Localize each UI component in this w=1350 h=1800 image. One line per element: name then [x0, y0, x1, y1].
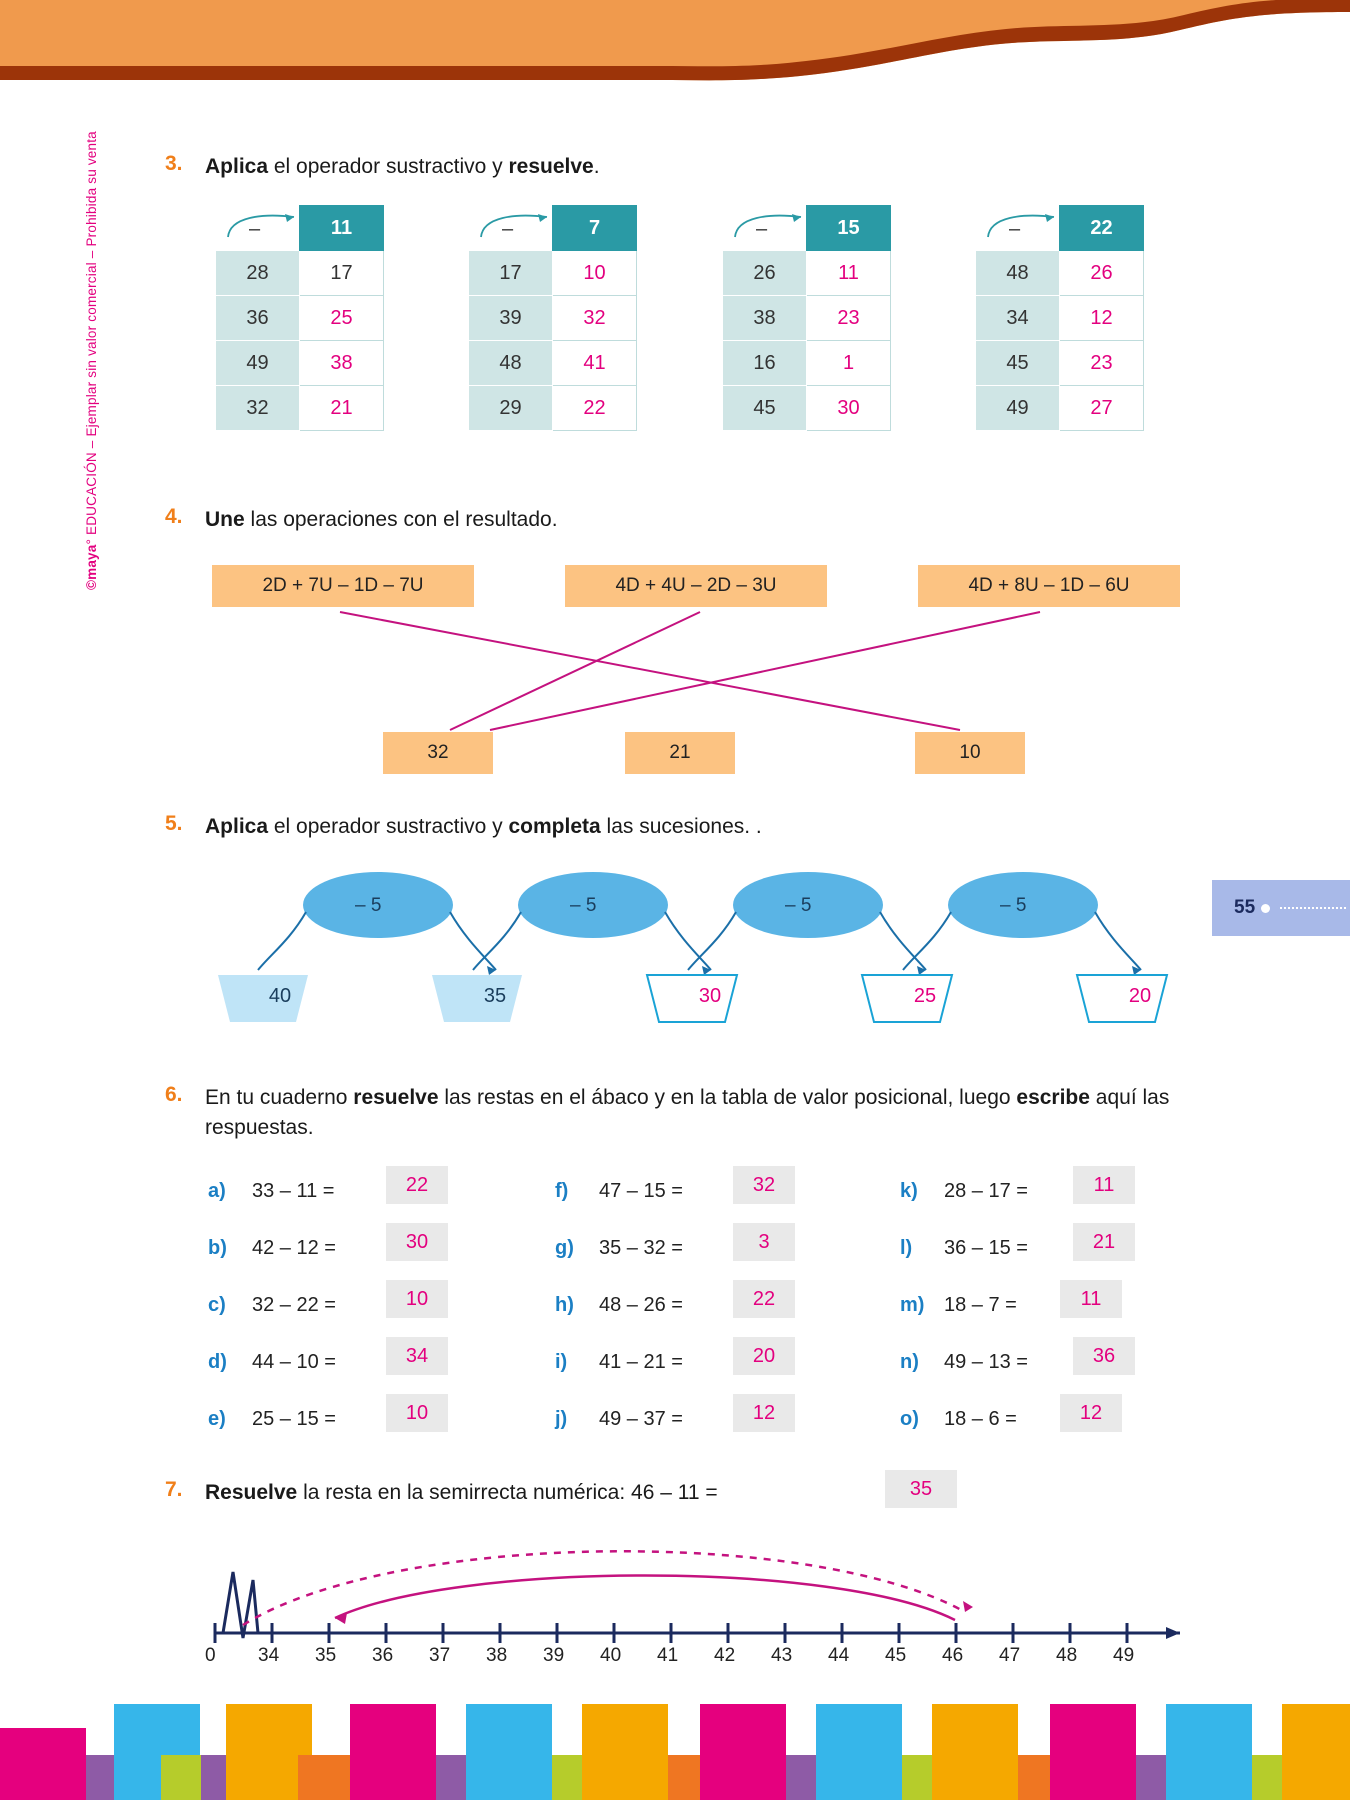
- table-cell: 29: [469, 386, 553, 431]
- item-letter-g: g): [555, 1237, 574, 1259]
- answer-box-m[interactable]: 11: [1060, 1280, 1122, 1318]
- operation-box-3[interactable]: 4D + 8U – 1D – 6U: [918, 565, 1180, 607]
- arrow-icon: [729, 205, 819, 245]
- item-expression-g: 35 – 32 =: [599, 1237, 683, 1259]
- page-top-decoration: [0, 0, 1350, 96]
- item-letter-m: m): [900, 1294, 925, 1316]
- result-box-2[interactable]: 21: [625, 732, 735, 774]
- table-cell: 45: [723, 386, 807, 431]
- item-letter-b: b): [208, 1237, 227, 1259]
- item-letter-o: o): [900, 1408, 919, 1430]
- table-cell: 34: [976, 296, 1060, 341]
- tick-label-36: 36: [372, 1645, 394, 1666]
- exercise-6-line1-pre: En tu cuaderno: [205, 1086, 354, 1109]
- page-number: 55: [1234, 897, 1256, 918]
- item-expression-l: 36 – 15 =: [944, 1237, 1028, 1259]
- answer-box-b[interactable]: 30: [386, 1223, 448, 1261]
- table-answer[interactable]: 25: [300, 296, 384, 341]
- table-cell: 39: [469, 296, 553, 341]
- operation-box-1[interactable]: 2D + 7U – 1D – 7U: [212, 565, 474, 607]
- exercise-4-instruction: [205, 505, 558, 535]
- result-box-1[interactable]: 32: [383, 732, 493, 774]
- answer-box-a[interactable]: 22: [386, 1166, 448, 1204]
- table-cell: 45: [976, 341, 1060, 386]
- operator-header-1: 11: [300, 206, 384, 251]
- number-line-diagram: [195, 1520, 1205, 1660]
- exercise-5-mid: el operador sustractivo y: [268, 815, 509, 838]
- operator-header-2: 7: [553, 206, 637, 251]
- page-bottom-decoration: [0, 1700, 1350, 1800]
- table-cell: 48: [469, 341, 553, 386]
- table-cell: 49: [976, 386, 1060, 431]
- sequence-term-2: 35: [483, 985, 507, 1007]
- tick-label-45: 45: [885, 1645, 907, 1666]
- item-letter-k: k): [900, 1180, 918, 1202]
- arrow-icon: [982, 205, 1072, 245]
- side-credit-rest: ° EDUCACIÓN – Ejemplar sin valor comercial – Prohibida su venta: [84, 131, 99, 545]
- table-cell: 38: [723, 296, 807, 341]
- table-cell: 17: [469, 251, 553, 296]
- item-expression-a: 33 – 11 =: [252, 1180, 335, 1202]
- exercise-7-bold: Resuelve: [205, 1481, 298, 1504]
- table-answer[interactable]: 26: [1060, 251, 1144, 296]
- arrow-icon: [475, 205, 565, 245]
- answer-box-d[interactable]: 34: [386, 1337, 448, 1375]
- table-cell: 32: [216, 386, 300, 431]
- answer-box-i[interactable]: 20: [733, 1337, 795, 1375]
- table-answer[interactable]: 38: [300, 341, 384, 386]
- table-answer[interactable]: 22: [553, 386, 637, 431]
- exercise-6-number: 6.: [165, 1083, 183, 1106]
- tick-label-41: 41: [657, 1645, 679, 1666]
- operation-box-2[interactable]: 4D + 4U – 2D – 3U: [565, 565, 827, 607]
- item-letter-j: j): [555, 1408, 568, 1430]
- item-letter-e: e): [208, 1408, 226, 1430]
- exercise-6-line1-post: las restas en el ábaco y en la tabla de valor posicional,: [438, 1086, 954, 1109]
- answer-box-n[interactable]: 36: [1073, 1337, 1135, 1375]
- table-answer[interactable]: 11: [807, 251, 891, 296]
- tick-label-39: 39: [543, 1645, 565, 1666]
- table-answer[interactable]: 10: [553, 251, 637, 296]
- table-answer[interactable]: 30: [807, 386, 891, 431]
- page-number-tab: [1212, 880, 1350, 936]
- sequence-term-1: 40: [268, 985, 292, 1007]
- tick-label-40: 40: [600, 1645, 622, 1666]
- exercise-3-number: 3.: [165, 152, 183, 175]
- tick-label-48: 48: [1056, 1645, 1078, 1666]
- sequence-operator-1: – 5: [355, 895, 382, 916]
- item-letter-l: l): [900, 1237, 913, 1259]
- table-cell: 26: [723, 251, 807, 296]
- sequence-operator-4: – 5: [1000, 895, 1027, 916]
- item-letter-h: h): [555, 1294, 574, 1316]
- top-wave-graphic: [0, 0, 1350, 96]
- answer-box-exercise-7[interactable]: 35: [885, 1470, 957, 1508]
- item-expression-o: 18 – 6 =: [944, 1408, 1017, 1430]
- tick-label-49: 49: [1113, 1645, 1135, 1666]
- minus-sign-3: –: [756, 218, 768, 240]
- tick-label-47: 47: [999, 1645, 1021, 1666]
- tick-label-43: 43: [771, 1645, 793, 1666]
- exercise-6-line2-post: aquí las respuestas.: [205, 1086, 1170, 1139]
- answer-box-l[interactable]: 21: [1073, 1223, 1135, 1261]
- tick-label-37: 37: [429, 1645, 451, 1666]
- answer-box-h[interactable]: 22: [733, 1280, 795, 1318]
- item-expression-e: 25 – 15 =: [252, 1408, 336, 1430]
- exercise-3-bold-1: Aplica: [205, 155, 269, 178]
- minus-sign-1: –: [249, 218, 261, 240]
- answer-box-o[interactable]: 12: [1060, 1394, 1122, 1432]
- sequence-term-5[interactable]: 20: [1128, 985, 1152, 1007]
- exercise-6-line2-pre: luego: [959, 1086, 1017, 1109]
- exercise-5-bold-2: completa: [508, 815, 601, 838]
- table-cell: 48: [976, 251, 1060, 296]
- item-letter-f: f): [555, 1180, 569, 1202]
- operator-header-3: 15: [807, 206, 891, 251]
- tick-label-44: 44: [828, 1645, 850, 1666]
- exercise-3-instruction: [205, 152, 600, 182]
- exercise-6-line2-bold: escribe: [1016, 1086, 1090, 1109]
- item-expression-n: 49 – 13 =: [944, 1351, 1028, 1373]
- minus-sign-2: –: [502, 218, 514, 240]
- answer-box-j[interactable]: 12: [733, 1394, 795, 1432]
- answer-box-e[interactable]: 10: [386, 1394, 448, 1432]
- arrow-icon: [222, 205, 312, 245]
- exercise-4-number: 4.: [165, 505, 183, 528]
- item-expression-m: 18 – 7 =: [944, 1294, 1017, 1316]
- exercise-3-bold-2: resuelve: [508, 155, 594, 178]
- exercise-5-bold-1: Aplica: [205, 815, 269, 838]
- minus-sign-4: –: [1009, 218, 1021, 240]
- item-expression-i: 41 – 21 =: [599, 1351, 683, 1373]
- side-credit: [84, 131, 99, 590]
- result-box-3[interactable]: 10: [915, 732, 1025, 774]
- answer-box-k[interactable]: 11: [1073, 1166, 1135, 1204]
- exercise-3-mid: el operador sustractivo y: [268, 155, 509, 178]
- exercise-7-rest: la resta en la semirrecta numérica: 46 – 11 =: [297, 1481, 718, 1504]
- tick-label-42: 42: [714, 1645, 736, 1666]
- item-expression-h: 48 – 26 =: [599, 1294, 683, 1316]
- tick-label-46: 46: [942, 1645, 964, 1666]
- sequence-operator-2: – 5: [570, 895, 597, 916]
- tick-label-34: 34: [258, 1645, 280, 1666]
- table-answer[interactable]: 12: [1060, 296, 1144, 341]
- item-expression-d: 44 – 10 =: [252, 1351, 336, 1373]
- operator-header-4: 22: [1060, 206, 1144, 251]
- tab-dot-icon: [1261, 904, 1270, 913]
- table-answer[interactable]: 27: [1060, 386, 1144, 431]
- table-answer[interactable]: 1: [807, 341, 891, 386]
- table-cell: 36: [216, 296, 300, 341]
- item-letter-n: n): [900, 1351, 919, 1373]
- exercise-7-instruction: [205, 1478, 718, 1508]
- matching-lines: [160, 600, 1220, 750]
- exercise-4-bold: Une: [205, 508, 245, 531]
- item-letter-d: d): [208, 1351, 227, 1373]
- exercise-5-instruction: [205, 812, 762, 842]
- table-cell: 49: [216, 341, 300, 386]
- exercise-6-line1-bold: resuelve: [353, 1086, 439, 1109]
- table-answer[interactable]: 21: [300, 386, 384, 431]
- item-expression-b: 42 – 12 =: [252, 1237, 336, 1259]
- sequence-operator-3: – 5: [785, 895, 812, 916]
- tick-label-0: 0: [205, 1645, 216, 1666]
- answer-box-f[interactable]: 32: [733, 1166, 795, 1204]
- item-expression-c: 32 – 22 =: [252, 1294, 336, 1316]
- tick-label-38: 38: [486, 1645, 508, 1666]
- answer-box-g[interactable]: 3: [733, 1223, 795, 1261]
- item-expression-f: 47 – 15 =: [599, 1180, 683, 1202]
- side-credit-brand: ©maya: [84, 544, 99, 590]
- item-letter-a: a): [208, 1180, 226, 1202]
- table-answer[interactable]: 23: [807, 296, 891, 341]
- item-letter-c: c): [208, 1294, 226, 1316]
- sequence-term-4[interactable]: 25: [913, 985, 937, 1007]
- table-cell: 28: [216, 251, 300, 296]
- item-expression-k: 28 – 17 =: [944, 1180, 1028, 1202]
- item-letter-i: i): [555, 1351, 568, 1373]
- table-answer[interactable]: 17: [300, 251, 384, 296]
- exercise-5-number: 5.: [165, 812, 183, 835]
- tick-label-35: 35: [315, 1645, 337, 1666]
- exercise-6-instruction: [205, 1083, 1215, 1143]
- exercise-4-rest: las operaciones con el resultado.: [244, 508, 558, 531]
- answer-box-c[interactable]: 10: [386, 1280, 448, 1318]
- exercise-7-number: 7.: [165, 1478, 183, 1501]
- item-expression-j: 49 – 37 =: [599, 1408, 683, 1430]
- sequence-term-3[interactable]: 30: [698, 985, 722, 1007]
- table-cell: 16: [723, 341, 807, 386]
- exercise-3-end: .: [593, 155, 600, 178]
- exercise-5-end: las sucesiones. .: [600, 815, 762, 838]
- table-answer[interactable]: 32: [553, 296, 637, 341]
- table-answer[interactable]: 23: [1060, 341, 1144, 386]
- tab-dotted-line: [1280, 907, 1346, 909]
- table-answer[interactable]: 41: [553, 341, 637, 386]
